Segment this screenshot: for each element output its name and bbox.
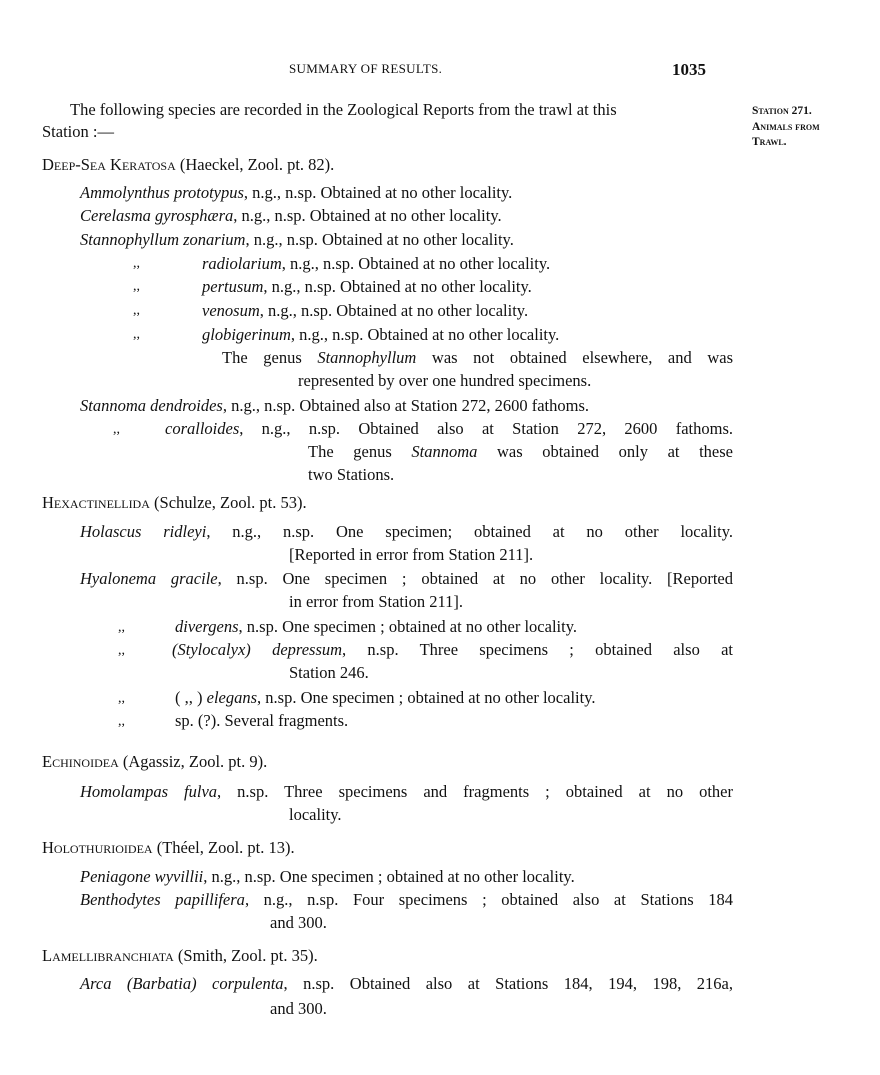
species-entry: (Stylocalyx) depressum, n.sp. Three specimens ; obtained also at [172,640,733,659]
species-entry: globigerinum, n.g., n.sp. Obtained at no other locality. [202,325,560,344]
species-name: Benthodytes papillifera [80,890,245,909]
species-name: Arca (Barbatia) corpulenta [80,974,284,993]
ditto-mark: ,, [133,327,140,342]
margin-note-line: Animals from [752,121,820,133]
ditto-mark: ,, [118,714,125,729]
ditto-mark: ,, [133,303,140,318]
section-heading-hexactinellida [42,493,307,513]
species-name: Cerelasma gyrosphæra [80,206,234,225]
species-entry-continued: in error from Station 211]. [289,592,463,611]
species-entry-continued: and 300. [270,999,327,1018]
group-name: Echinoidea [42,752,119,771]
species-entry: Stannoma dendroides, n.g., n.sp. Obtained also at Station 272, 2600 fathoms. [80,396,590,415]
species-entry: radiolarium, n.g., n.sp. Obtained at no other locality. [202,254,551,273]
species-entry: Hyalonema gracile, n.sp. One specimen ; obtained at no other locality. [Reported [80,569,733,588]
species-entry: pertusum, n.g., n.sp. Obtained at no other locality. [202,277,532,296]
species-entry: Peniagone wyvillii, n.g., n.sp. One specimen ; obtained at no other locality. [80,867,575,886]
species-name: Stannophyllum zonarium [80,230,246,249]
group-reference: (Agassiz, Zool. pt. 9). [122,752,268,771]
species-name: Stannoma dendroides [80,396,223,415]
species-name: depressum [250,640,343,659]
subgenus-name: (Stylocalyx) [172,640,251,659]
species-entry: divergens, n.sp. One specimen ; obtained at no other locality. [175,617,578,636]
group-reference: (Théel, Zool. pt. 13). [156,838,295,857]
genus-note-continued: two Stations. [308,465,395,484]
species-entry-continued: Station 246. [289,663,369,682]
species-entry: ( ,, ) elegans, n.sp. One specimen ; obtained at no other locality. [175,688,596,707]
species-entry: Homolampas fulva, n.sp. Three specimens and fragments ; obtained at no other [80,782,733,801]
genus-name: Stannoma [411,442,478,461]
species-entry: sp. (?). Several fragments. [175,711,349,730]
section-heading-keratosa [42,155,334,175]
genus-note: The genus Stannoma was obtained only at these [308,442,733,461]
species-entry: coralloides, n.g., n.sp. Obtained also at Station 272, 2600 fathoms. [165,419,733,438]
group-reference: (Haeckel, Zool. pt. 82). [179,155,335,174]
species-name: divergens [175,617,239,636]
species-name: Hyalonema gracile [80,569,218,588]
page-number: 1035 [672,60,706,79]
species-name: radiolarium [202,254,282,273]
species-name: Ammolynthus prototypus [80,183,244,202]
ditto-mark: ,, [113,422,120,437]
ditto-mark: ,, [118,691,125,706]
ditto-mark: ,, [118,620,125,635]
section-heading-lamellibranchiata [42,946,318,966]
group-name: Hexactinellida [42,493,150,512]
species-entry: Cerelasma gyrosphæra, n.g., n.sp. Obtained at no other locality. [80,206,502,225]
species-entry-continued: locality. [289,805,342,824]
group-reference: (Smith, Zool. pt. 35). [177,946,318,965]
species-name: elegans [202,688,258,707]
species-entry: Ammolynthus prototypus, n.g., n.sp. Obtained at no other locality. [80,183,513,202]
margin-note-line: Trawl. [752,136,787,148]
ditto-mark: ,, [133,256,140,271]
species-name: coralloides [165,419,240,438]
species-name: Homolampas fulva [80,782,218,801]
species-entry-continued: and 300. [270,913,327,932]
genus-note: The genus Stannophyllum was not obtained elsewhere, and was [222,348,733,367]
section-heading-holothurioidea [42,838,295,858]
ditto-mark: ,, [133,279,140,294]
species-entry-continued: [Reported in error from Station 211]. [289,545,534,564]
species-name: Peniagone wyvillii [80,867,204,886]
ditto-mark: ,, [118,643,125,658]
species-entry: Benthodytes papillifera, n.g., n.sp. Four specimens ; obtained also at Stations 184 [80,890,734,909]
intro-line: Station :— [42,122,114,141]
group-name: Holothurioidea [42,838,153,857]
section-heading-echinoidea [42,752,267,772]
group-reference: (Schulze, Zool. pt. 53). [154,493,307,512]
species-entry: Holascus ridleyi, n.g., n.sp. One specimen; obtained at no other locality. [80,522,733,541]
margin-note-line: Station 271. [752,105,812,117]
species-name: Holascus ridleyi [80,522,207,541]
group-name: Deep-Sea Keratosa [42,155,176,174]
species-entry: Stannophyllum zonarium, n.g., n.sp. Obtained at no other locality. [80,230,514,249]
genus-note-continued: represented by over one hundred specimens. [298,371,592,390]
genus-name: Stannophyllum [317,348,417,367]
group-name: Lamellibranchiata [42,946,174,965]
running-title: SUMMARY OF RESULTS. [289,61,443,76]
species-name: venosum [202,301,260,320]
species-name: globigerinum [202,325,291,344]
species-name: pertusum [202,277,264,296]
species-entry: venosum, n.g., n.sp. Obtained at no other locality. [202,301,529,320]
species-entry: Arca (Barbatia) corpulenta, n.sp. Obtained also at Stations 184, 194, 198, 216a, [80,974,734,993]
intro-line: The following species are recorded in the Zoological Reports from the trawl at this [70,100,617,119]
